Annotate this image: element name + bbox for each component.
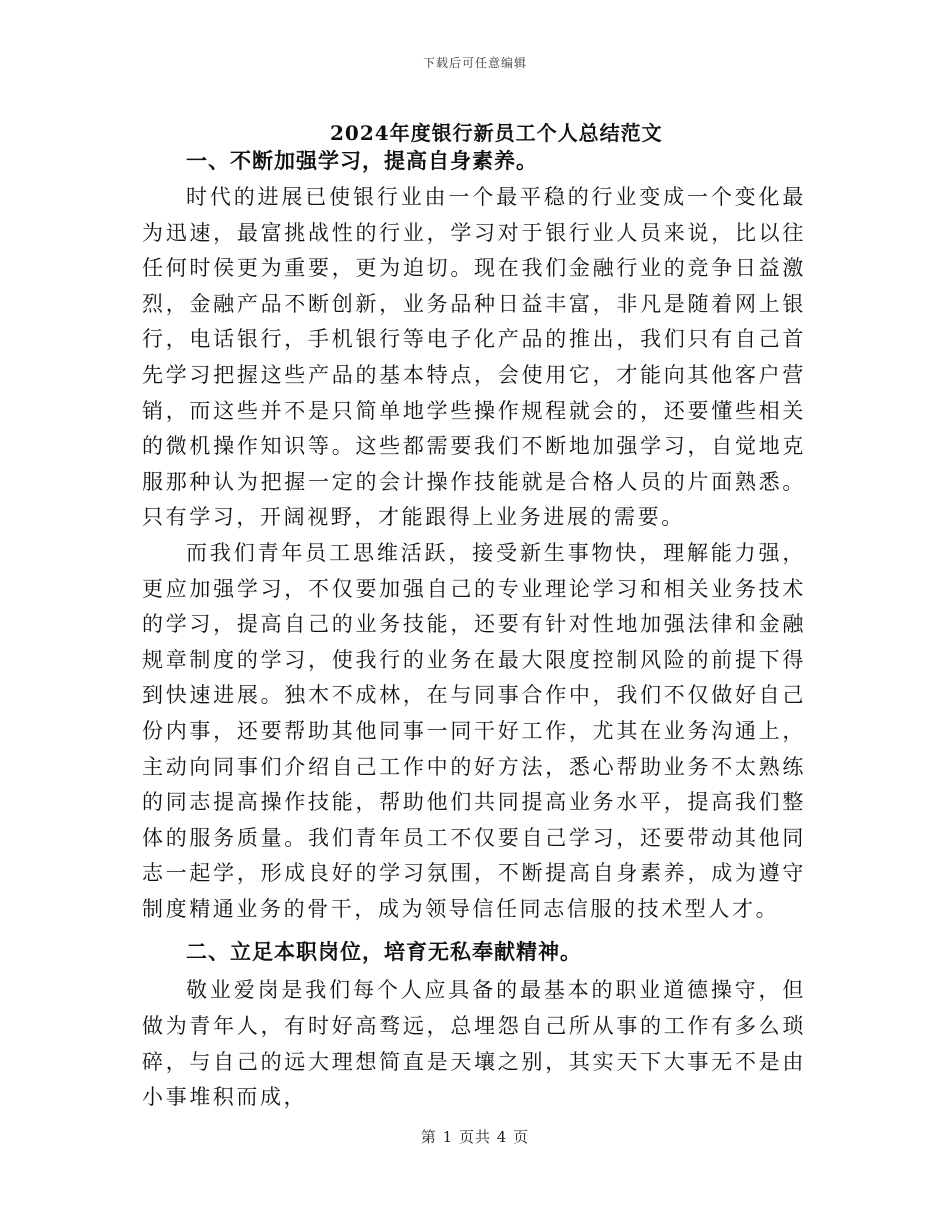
page-indicator: 第 1 页共 4 页 — [420, 1128, 530, 1146]
section-1-paragraph-1: 时代的进展已使银行业由一个最平稳的行业变成一个变化最为迅速，最富挑战性的行业，学习对于银行业人员来说，比以往任何时侯更为重要，更为迫切。现在我们金融行业的竞争日益激烈，金融产品不断创新，业务品种日益丰富，非凡是随着网上银行，电话银行，手机银行等电子化产品的推出，我们只有自己首先学习把握这些产品的基本特点，会使用它，才能向其他客户营销，而这些并不是只简单地学些操作规程就会的，还要懂些相关的微机操作知识等。这些都需要我们不断地加强学习，自觉地克服那种认为把握一定的会计操作技能就是合格人员的片面熟悉。只有学习，开阔视野，才能跟得上业务进展的需要。 — [142, 185, 806, 530]
section-1-paragraph-2: 而我们青年员工思维活跃，接受新生事物快，理解能力强，更应加强学习，不仅要加强自己的专业理论学习和相关业务技术的学习，提高自己的业务技能，还要有针对性地加强法律和金融规章制度的学习，使我行的业务在最大限度控制风险的前提下得到快速进展。独木不成林，在与同事合作中，我们不仅做好自己份内事，还要帮助其他同事一同干好工作，尤其在业务沟通上，主动向同事们介绍自己工作中的好方法，悉心帮助业务不太熟练的同志提高操作技能，帮助他们共同提高业务水平，提高我们整体的服务质量。我们青年员工不仅要自己学习，还要带动其他同志一起学，形成良好的学习氛围，不断提高自身素养，成为遵守制度精通业务的骨干，成为领导信任同志信服的技术型人才。 — [142, 540, 806, 921]
document-title: 2024年度银行新员工个人总结范文 — [330, 121, 663, 145]
section-2-paragraph-1: 敬业爱岗是我们每个人应具备的最基本的职业道德操守，但做为青年人，有时好高骛远，总埋怨自己所从事的工作有多么琐碎，与自己的远大理想简直是天壤之别，其实天下大事无不是由小事堆积而成， — [142, 978, 806, 1110]
document-body — [142, 142, 806, 1116]
section-1-heading: 一、不断加强学习，提高自身素养。 — [186, 148, 538, 173]
header-note: 下载后可任意编辑 — [422, 56, 527, 70]
section-2-heading: 二、立足本职岗位，培育无私奉献精神。 — [186, 939, 582, 965]
